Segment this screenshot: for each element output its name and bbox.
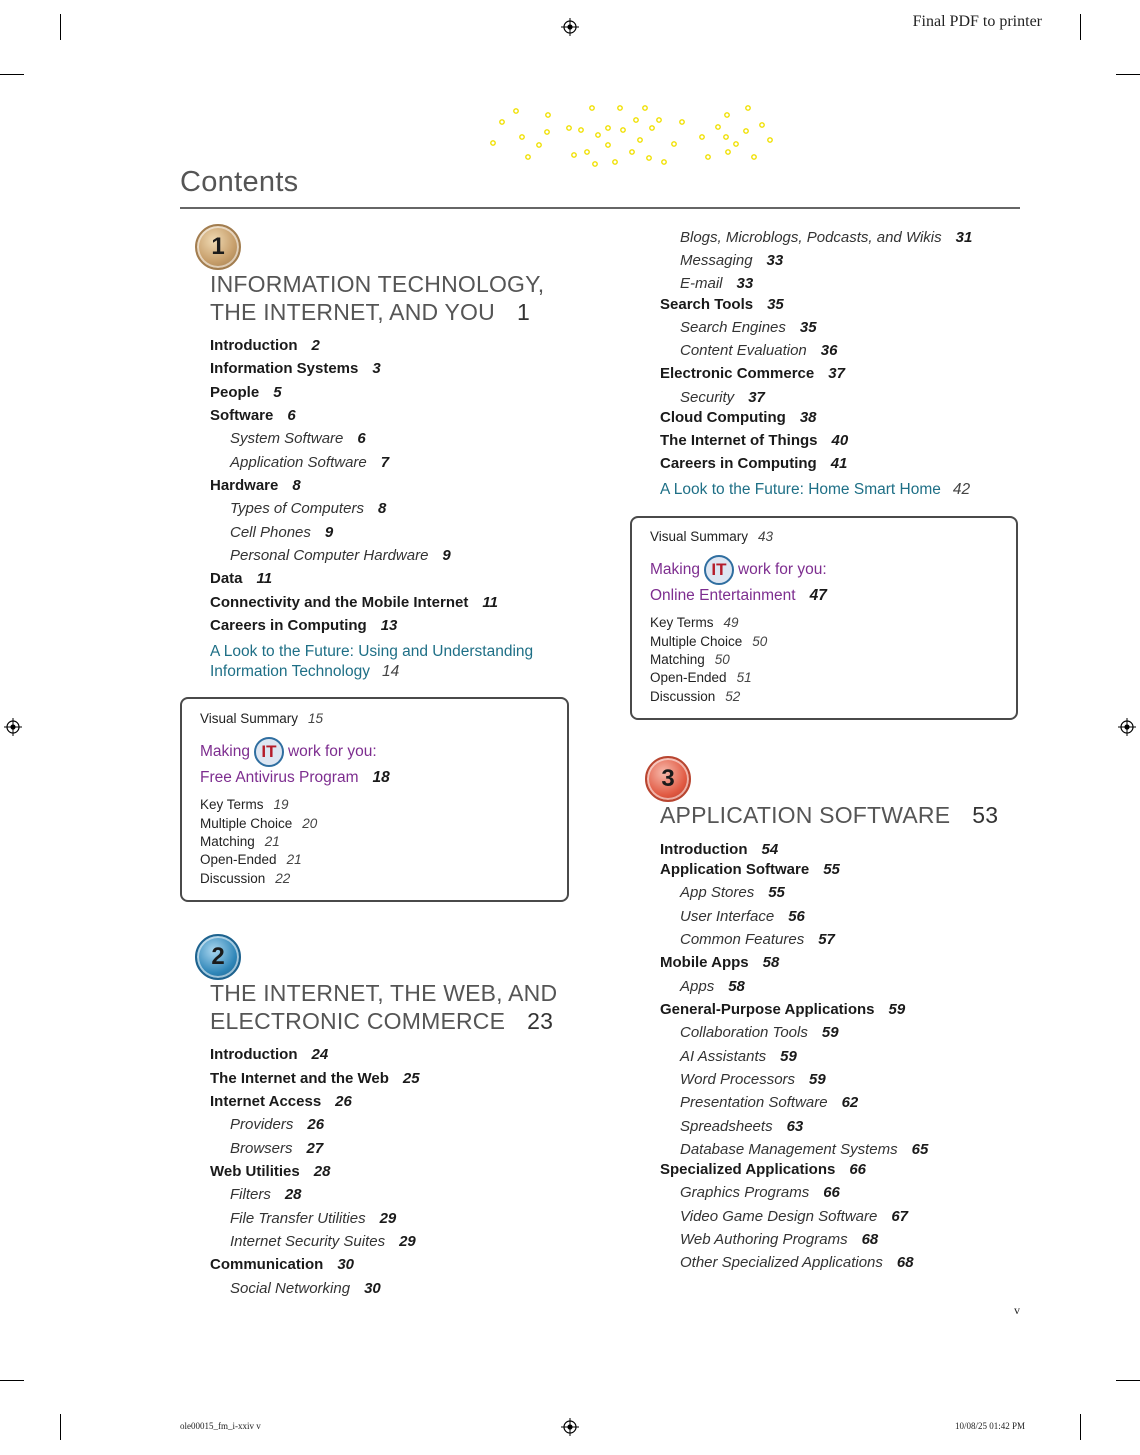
crop-mark <box>60 14 61 40</box>
toc-subsection-entry[interactable] <box>680 229 972 247</box>
toc-entry-label: Filters <box>230 1186 271 1203</box>
toc-entry-page: 29 <box>399 1233 416 1250</box>
toc-entry-page: 29 <box>379 1210 397 1227</box>
toc-section-entry[interactable] <box>210 407 296 425</box>
toc-entry-label: Information Systems <box>210 360 359 377</box>
toc-entry-label: Collaboration Tools <box>680 1024 808 1041</box>
toc-entry-page: 6 <box>287 407 296 424</box>
summary-exercise-page: 21 <box>264 834 280 849</box>
summary-exercise-entry[interactable] <box>650 633 767 651</box>
chapter-page: 53 <box>972 802 999 828</box>
toc-entry-label: Careers in Computing <box>660 455 817 472</box>
toc-entry-label: Data <box>210 570 243 587</box>
toc-entry-label: Other Specialized Applications <box>680 1254 883 1271</box>
toc-entry-page: 65 <box>911 1141 929 1158</box>
toc-entry-label: Web Utilities <box>210 1163 300 1180</box>
work-for-you-label: work for you: <box>737 561 827 578</box>
toc-entry-label: Search Engines <box>680 319 786 336</box>
future-topic-link[interactable] <box>660 480 970 500</box>
toc-entry-label: File Transfer Utilities <box>230 1210 366 1227</box>
toc-entry-page: 28 <box>284 1186 302 1203</box>
toc-entry-page: 37 <box>828 365 845 382</box>
toc-entry-label: Specialized Applications <box>660 1161 836 1178</box>
decorative-dots <box>484 100 776 170</box>
toc-entry-label: Word Processors <box>680 1071 796 1088</box>
toc-entry-label: The Internet and the Web <box>210 1070 389 1087</box>
toc-subsection-entry[interactable] <box>680 978 745 996</box>
toc-subsection-entry[interactable] <box>230 1280 381 1298</box>
toc-section-entry[interactable] <box>660 365 845 383</box>
registration-mark-icon <box>561 18 579 36</box>
toc-entry-page: 55 <box>823 861 840 878</box>
toc-subsection-entry[interactable] <box>680 1071 826 1089</box>
toc-entry-page: 63 <box>786 1118 804 1135</box>
toc-entry-label: Electronic Commerce <box>660 365 815 382</box>
future-page: 14 <box>381 663 400 680</box>
visual-summary-page: 43 <box>758 529 774 544</box>
toc-entry-label: The Internet of Things <box>660 432 818 449</box>
toc-subsection-entry[interactable] <box>680 908 805 926</box>
summary-exercise-page: 51 <box>736 670 752 685</box>
toc-section-entry[interactable] <box>660 861 840 879</box>
visual-summary-label: Visual Summary <box>650 529 749 544</box>
chapter-title-line: THE INTERNET, THE WEB, AND <box>210 980 558 1006</box>
toc-entry-label: Internet Security Suites <box>230 1233 386 1250</box>
summary-exercise-label: Discussion <box>650 689 716 704</box>
toc-section-entry[interactable] <box>660 841 778 859</box>
toc-entry-label: Introduction <box>210 337 298 354</box>
chapter-2-number-badge <box>195 934 241 980</box>
toc-entry-label: General-Purpose Applications <box>660 1001 875 1018</box>
summary-exercise-entry[interactable] <box>200 833 280 851</box>
page-folio: v <box>1014 1303 1020 1317</box>
summary-exercise-page: 19 <box>273 797 289 812</box>
summary-exercise-label: Multiple Choice <box>200 816 293 831</box>
toc-entry-page: 8 <box>292 477 301 494</box>
toc-entry-page: 56 <box>788 908 805 925</box>
toc-entry-label: Browsers <box>230 1140 293 1157</box>
toc-subsection-entry[interactable] <box>230 1233 416 1251</box>
footer-timestamp: 10/08/25 01:42 PM <box>955 1421 1026 1431</box>
toc-section-entry[interactable] <box>210 477 301 495</box>
toc-subsection-entry[interactable] <box>680 884 785 902</box>
toc-entry-label: Hardware <box>210 477 279 494</box>
summary-exercise-entry[interactable] <box>650 651 730 669</box>
toc-section-entry[interactable] <box>210 360 381 378</box>
future-title-line <box>210 662 533 682</box>
summary-exercise-label: Matching <box>200 834 255 849</box>
toc-entry-label: Search Tools <box>660 296 754 313</box>
making-it-topic-page: 47 <box>809 587 827 604</box>
page-title: Contents <box>180 166 299 198</box>
chapter-page: 23 <box>527 1008 554 1034</box>
chapter-number: 3 <box>661 765 675 792</box>
visual-summary-label: Visual Summary <box>200 711 299 726</box>
toc-entry-label: Security <box>680 389 735 406</box>
visual-summary-page: 15 <box>308 711 324 726</box>
registration-mark-icon <box>561 1418 579 1436</box>
toc-entry-label: Introduction <box>660 841 748 858</box>
toc-entry-page: 26 <box>307 1116 325 1133</box>
toc-subsection-entry[interactable] <box>230 430 366 448</box>
toc-entry-label: Cloud Computing <box>660 409 786 426</box>
toc-section-entry[interactable] <box>660 954 779 972</box>
future-title-text: Information Technology <box>210 663 370 680</box>
toc-entry-page: 36 <box>820 342 838 359</box>
toc-entry-page: 59 <box>821 1024 839 1041</box>
toc-subsection-entry[interactable] <box>680 1048 797 1066</box>
future-page: 42 <box>952 481 971 498</box>
toc-entry-label: Connectivity and the Mobile Internet <box>210 594 469 611</box>
toc-entry-page: 5 <box>273 384 282 401</box>
toc-entry-label: Application Software <box>660 861 810 878</box>
toc-entry-page: 26 <box>335 1093 352 1110</box>
toc-entry-page: 38 <box>799 409 817 426</box>
toc-subsection-entry[interactable] <box>230 1116 324 1134</box>
summary-exercise-page: 52 <box>725 689 741 704</box>
chapter-title-line <box>210 1007 557 1035</box>
toc-entry-label: AI Assistants <box>680 1048 767 1065</box>
it-logo-icon: IT <box>704 555 734 585</box>
registration-mark-icon <box>1118 718 1136 736</box>
toc-entry-label: Apps <box>680 978 715 995</box>
future-title-text: A Look to the Future: Home Smart Home <box>660 481 941 498</box>
summary-exercise-page: 21 <box>286 852 302 867</box>
chapter-title-line <box>210 298 544 326</box>
toc-entry-page: 35 <box>799 319 817 336</box>
toc-entry-label: E-mail <box>680 275 723 292</box>
toc-entry-page: 27 <box>306 1140 324 1157</box>
summary-exercise-label: Key Terms <box>650 615 714 630</box>
toc-section-entry[interactable] <box>210 1256 354 1274</box>
toc-entry-label: System Software <box>230 430 344 447</box>
summary-exercise-entry[interactable] <box>200 815 317 833</box>
toc-entry-label: Introduction <box>210 1046 298 1063</box>
summary-exercise-page: 50 <box>752 634 768 649</box>
toc-entry-label: Types of Computers <box>230 500 364 517</box>
chapter-title-text: THE INTERNET, AND YOU <box>210 299 495 325</box>
toc-section-entry[interactable] <box>660 432 848 450</box>
toc-section-entry[interactable] <box>210 1163 330 1181</box>
toc-subsection-entry[interactable] <box>230 500 386 518</box>
toc-entry-page: 13 <box>380 617 398 634</box>
toc-section-entry[interactable] <box>210 1093 352 1111</box>
toc-section-entry[interactable] <box>210 594 498 612</box>
summary-exercise-page: 22 <box>275 871 291 886</box>
toc-entry-label: Careers in Computing <box>210 617 367 634</box>
summary-exercise-entry[interactable] <box>650 614 739 632</box>
toc-entry-label: Providers <box>230 1116 294 1133</box>
toc-entry-page: 11 <box>482 594 498 611</box>
toc-entry-label: Cell Phones <box>230 524 311 541</box>
summary-exercise-entry[interactable] <box>200 796 289 814</box>
chapter-3-title <box>660 801 998 829</box>
toc-entry-page: 35 <box>767 296 784 313</box>
toc-entry-label: Application Software <box>230 454 367 471</box>
summary-exercise-entry[interactable] <box>650 669 752 687</box>
toc-entry-page: 33 <box>766 252 784 269</box>
toc-entry-label: Social Networking <box>230 1280 351 1297</box>
toc-section-entry[interactable] <box>210 1070 420 1088</box>
toc-subsection-entry[interactable] <box>680 1141 928 1159</box>
toc-entry-page: 58 <box>762 954 780 971</box>
toc-entry-label: App Stores <box>680 884 755 901</box>
toc-section-entry[interactable] <box>660 1161 866 1179</box>
toc-entry-page: 68 <box>896 1254 914 1271</box>
toc-entry-page: 24 <box>311 1046 329 1063</box>
toc-entry-page: 37 <box>748 389 765 406</box>
toc-entry-page: 2 <box>311 337 320 354</box>
making-it-topic-label: Online Entertainment <box>650 587 796 604</box>
work-for-you-label: work for you: <box>287 743 377 760</box>
footer-file-info: ole00015_fm_i-xxiv v <box>180 1421 261 1431</box>
toc-entry-label: Presentation Software <box>680 1094 828 1111</box>
chapter-1-title <box>210 270 544 326</box>
toc-subsection-entry[interactable] <box>230 524 333 542</box>
toc-subsection-entry[interactable] <box>230 1186 302 1204</box>
toc-section-entry[interactable] <box>210 570 272 588</box>
crop-mark <box>1116 74 1140 75</box>
toc-entry-label: Content Evaluation <box>680 342 807 359</box>
toc-section-entry[interactable] <box>210 1046 328 1064</box>
toc-section-entry[interactable] <box>660 296 784 314</box>
toc-entry-label: Blogs, Microblogs, Podcasts, and Wikis <box>680 229 942 246</box>
toc-entry-page: 9 <box>324 524 334 541</box>
visual-summary-entry[interactable] <box>200 710 323 728</box>
toc-subsection-entry[interactable] <box>680 275 753 293</box>
summary-exercise-label: Key Terms <box>200 797 264 812</box>
toc-entry-page: 28 <box>313 1163 331 1180</box>
toc-subsection-entry[interactable] <box>680 1254 914 1272</box>
summary-exercise-entry[interactable] <box>200 870 290 888</box>
toc-entry-page: 3 <box>372 360 381 377</box>
making-it-topic-page: 18 <box>372 769 390 786</box>
chapter-title-line: INFORMATION TECHNOLOGY, <box>210 271 545 297</box>
toc-entry-page: 7 <box>380 454 390 471</box>
toc-subsection-entry[interactable] <box>230 1140 323 1158</box>
toc-subsection-entry[interactable] <box>230 547 451 565</box>
toc-entry-label: Spreadsheets <box>680 1118 773 1135</box>
toc-subsection-entry[interactable] <box>680 1118 803 1136</box>
toc-entry-page: 66 <box>823 1184 840 1201</box>
summary-exercise-label: Open-Ended <box>650 670 727 685</box>
future-topic-link[interactable] <box>210 642 533 682</box>
toc-entry-page: 40 <box>831 432 849 449</box>
toc-entry-label: Messaging <box>680 252 753 269</box>
toc-entry-label: Common Features <box>680 931 805 948</box>
toc-entry-page: 25 <box>402 1070 420 1087</box>
chapter-3-number-badge <box>645 756 691 802</box>
summary-exercise-entry[interactable] <box>650 688 740 706</box>
chapter-1-number-badge <box>195 224 241 270</box>
toc-entry-label: Personal Computer Hardware <box>230 547 429 564</box>
toc-section-entry[interactable] <box>660 1001 905 1019</box>
toc-entry-page: 41 <box>830 455 848 472</box>
crop-mark <box>1116 1380 1140 1381</box>
toc-subsection-entry[interactable] <box>680 1024 839 1042</box>
toc-entry-page: 59 <box>809 1071 826 1088</box>
making-label: Making <box>650 561 700 578</box>
making-it-work-heading <box>200 737 377 767</box>
toc-entry-page: 68 <box>861 1231 879 1248</box>
toc-entry-page: 57 <box>818 931 835 948</box>
summary-exercise-label: Discussion <box>200 871 266 886</box>
registration-mark-icon <box>4 718 22 736</box>
chapter-title-text: APPLICATION SOFTWARE <box>660 802 951 828</box>
toc-entry-page: 11 <box>256 570 273 587</box>
summary-exercise-page: 20 <box>302 816 318 831</box>
crop-mark <box>1080 1414 1081 1440</box>
toc-entry-page: 62 <box>841 1094 859 1111</box>
toc-entry-page: 54 <box>761 841 779 858</box>
toc-subsection-entry[interactable] <box>680 1231 878 1249</box>
summary-exercise-label: Multiple Choice <box>650 634 743 649</box>
toc-entry-page: 31 <box>955 229 973 246</box>
toc-subsection-entry[interactable] <box>680 1094 858 1112</box>
making-it-topic-label: Free Antivirus Program <box>200 769 359 786</box>
making-it-work-heading <box>650 555 827 585</box>
summary-exercise-label: Open-Ended <box>200 852 277 867</box>
crop-mark <box>0 74 24 75</box>
title-divider <box>180 207 1020 209</box>
toc-entry-page: 8 <box>377 500 387 517</box>
making-it-topic[interactable] <box>200 769 390 787</box>
making-it-topic[interactable] <box>650 587 827 605</box>
toc-entry-page: 67 <box>891 1208 909 1225</box>
chapter-title-text: ELECTRONIC COMMERCE <box>210 1008 506 1034</box>
toc-entry-page: 66 <box>849 1161 867 1178</box>
toc-subsection-entry[interactable] <box>230 454 389 472</box>
toc-entry-label: Video Game Design Software <box>680 1208 878 1225</box>
chapter-2-title <box>210 979 557 1035</box>
toc-subsection-entry[interactable] <box>680 342 837 360</box>
making-label: Making <box>200 743 250 760</box>
toc-entry-page: 30 <box>364 1280 381 1297</box>
summary-exercise-page: 49 <box>723 615 739 630</box>
toc-entry-page: 55 <box>768 884 785 901</box>
toc-subsection-entry[interactable] <box>680 319 817 337</box>
crop-mark <box>60 1414 61 1440</box>
toc-entry-label: Database Management Systems <box>680 1141 898 1158</box>
toc-section-entry[interactable] <box>660 409 817 427</box>
printer-note: Final PDF to printer <box>912 13 1042 30</box>
visual-summary-entry[interactable] <box>650 528 773 546</box>
future-title-line: A Look to the Future: Using and Understanding <box>210 643 534 660</box>
it-logo-icon: IT <box>254 737 284 767</box>
toc-subsection-entry[interactable] <box>680 389 765 407</box>
toc-subsection-entry[interactable] <box>680 931 835 949</box>
toc-entry-page: 33 <box>736 275 754 292</box>
chapter-number: 1 <box>211 233 225 260</box>
summary-exercise-label: Matching <box>650 652 705 667</box>
summary-exercise-entry[interactable] <box>200 851 302 869</box>
toc-entry-page: 9 <box>442 547 451 564</box>
toc-subsection-entry[interactable] <box>680 252 783 270</box>
toc-subsection-entry[interactable] <box>680 1184 840 1202</box>
toc-entry-page: 30 <box>337 1256 355 1273</box>
crop-mark <box>0 1380 24 1381</box>
chapter-title-line <box>660 801 998 829</box>
crop-mark <box>1080 14 1081 40</box>
toc-entry-label: People <box>210 384 260 401</box>
toc-section-entry[interactable] <box>210 337 320 355</box>
chapter-number: 2 <box>211 943 225 970</box>
toc-entry-label: Communication <box>210 1256 324 1273</box>
toc-subsection-entry[interactable] <box>680 1208 908 1226</box>
toc-entry-label: Mobile Apps <box>660 954 749 971</box>
toc-entry-page: 6 <box>357 430 366 447</box>
toc-section-entry[interactable] <box>210 384 282 402</box>
toc-entry-label: Internet Access <box>210 1093 322 1110</box>
toc-entry-label: Software <box>210 407 274 424</box>
toc-entry-label: Web Authoring Programs <box>680 1231 848 1248</box>
toc-section-entry[interactable] <box>660 455 847 473</box>
toc-entry-page: 59 <box>780 1048 797 1065</box>
summary-exercise-page: 50 <box>714 652 730 667</box>
toc-entry-page: 59 <box>888 1001 906 1018</box>
toc-entry-label: User Interface <box>680 908 775 925</box>
chapter-page: 1 <box>516 299 530 325</box>
toc-entry-page: 58 <box>728 978 745 995</box>
toc-section-entry[interactable] <box>210 617 397 635</box>
toc-subsection-entry[interactable] <box>230 1210 396 1228</box>
toc-entry-label: Graphics Programs <box>680 1184 810 1201</box>
